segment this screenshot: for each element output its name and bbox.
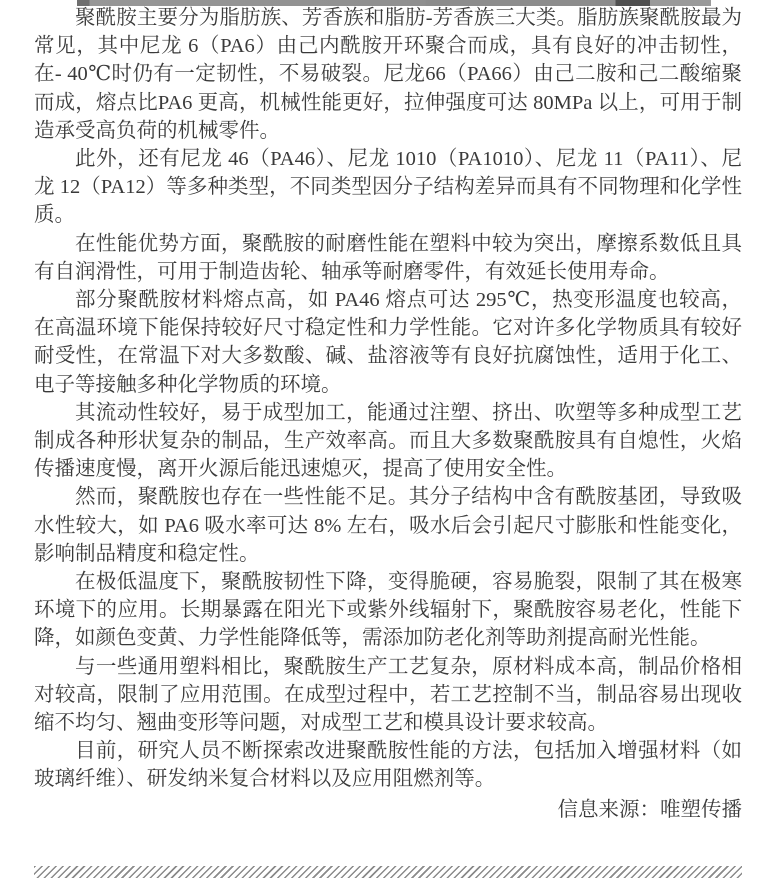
hatched-divider <box>34 866 742 878</box>
paragraph-3: 在性能优势方面，聚酰胺的耐磨性能在塑料中较为突出，摩擦系数低且具有自润滑性，可用于制造齿轮、轴承等耐磨零件，有效延长使用寿命。 <box>34 232 742 283</box>
paragraph-9: 目前，研究人员不断探索改进聚酰胺性能的方法，包括加入增强材料（如玻璃纤维）、研发纳米复合材料以及应用阻燃剂等。 <box>34 740 742 791</box>
paragraph-5: 其流动性较好，易于成型加工，能通过注塑、挤出、吹塑等多种成型工艺制成各种形状复杂的制品，生产效率高。而且大多数聚酰胺具有自熄性，火焰传播速度慢，离开火源后能迅速熄灭，提高了使用安全性。 <box>34 401 742 481</box>
paragraph-2: 此外，还有尼龙 46（PA46）、尼龙 1010（PA1010）、尼龙 11（PA11）、尼龙 12（PA12）等多种类型，不同类型因分子结构差异而具有不同物理和化学性质。 <box>34 148 742 227</box>
paragraph-6: 然而，聚酰胺也存在一些性能不足。其分子结构中含有酰胺基团，导致吸水性较大，如 PA6 吸水率可达 8% 左右，吸水后会引起尺寸膨胀和性能变化，影响制品精度和稳定性。 <box>34 486 742 565</box>
paragraph-1: 聚酰胺主要分为脂肪族、芳香族和脂肪-芳香族三大类。脂肪族聚酰胺最为常见，其中尼龙 6（PA6）由己内酰胺开环聚合而成，具有良好的冲击韧性，在- 40℃时仍有一定韧性，不易破裂。尼龙66（PA66）由己二胺和己二酸缩聚而成，熔点比PA6 更高，机械性能更好，拉伸强度可达 80MPa 以上，可用于制造承受高负荷的机械零件。 <box>34 7 742 142</box>
paragraph-4: 部分聚酰胺材料熔点高，如 PA46 熔点可达 295℃，热变形温度也较高，在高温环境下能保持较好尺寸稳定性和力学性能。它对许多化学物质具有较好耐受性，在常温下对大多数酸、碱、盐溶液等有良好抗腐蚀性，适用于化工、电子等接触多种化学物质的环境。 <box>34 289 742 396</box>
paragraph-7: 在极低温度下，聚酰胺韧性下降，变得脆硬，容易脆裂，限制了其在极寒环境下的应用。长期暴露在阳光下或紫外线辐射下，聚酰胺容易老化，性能下降，如颜色变黄、力学性能降低等，需添加防老化剂等助剂提高耐光性能。 <box>34 571 742 650</box>
paragraph-8: 与一些通用塑料相比，聚酰胺生产工艺复杂，原材料成本高，制品价格相对较高，限制了应用范围。在成型过程中，若工艺控制不当，制品容易出现收缩不均匀、翘曲变形等问题，对成型工艺和模具设计要求较高。 <box>34 655 742 735</box>
source-attribution: 信息来源：唯塑传播 <box>557 798 742 821</box>
cropped-image-strip <box>77 0 711 6</box>
